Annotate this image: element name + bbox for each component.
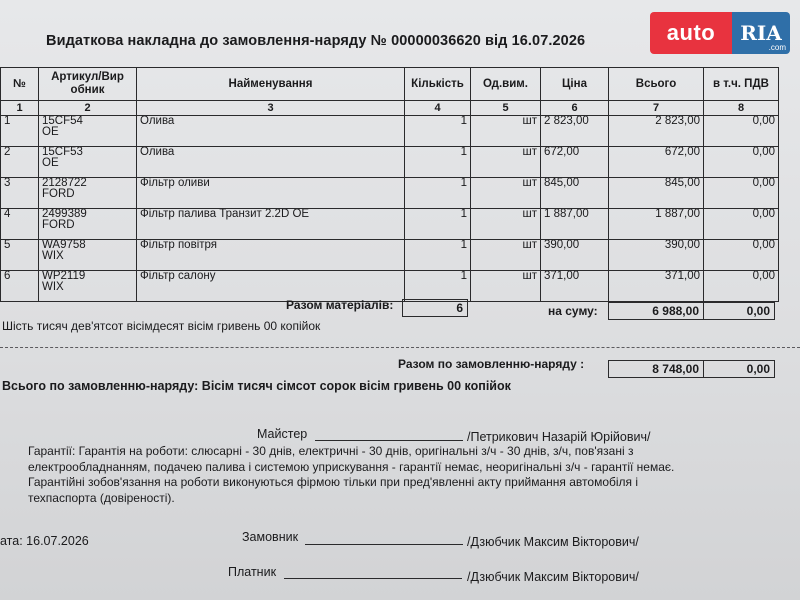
payer-name: /Дзюбчик Максим Вікторович/ [467, 570, 639, 584]
row-number: 5 [1, 240, 39, 271]
article-code: 2499389 [42, 208, 87, 220]
order-total-label: Разом по замовленню-наряду : [398, 357, 585, 371]
payer-signature-line [284, 578, 462, 579]
col-number: 8 [704, 101, 779, 116]
header-unit: Од.вим. [471, 68, 541, 101]
row-qty: 1 [405, 209, 471, 240]
table-row [1, 147, 779, 178]
article-maker: WIX [42, 281, 64, 293]
row-article [39, 147, 137, 178]
sum-in-words: Шість тисяч дев'ятсот вісімдесят вісім гривень 00 копійок [2, 319, 321, 333]
row-vat: 0,00 [704, 209, 779, 240]
row-unit: шт [471, 240, 541, 271]
table-row [1, 271, 779, 302]
row-name: Олива [137, 116, 405, 147]
customer-label: Замовник [242, 530, 299, 544]
row-name: Олива [137, 147, 405, 178]
table-row [1, 116, 779, 147]
row-price: 1 887,00 [541, 209, 609, 240]
customer-signature-line [305, 544, 463, 545]
row-price: 672,00 [541, 147, 609, 178]
row-article [39, 209, 137, 240]
logo-com-text: .com [768, 43, 786, 52]
article-code: 2128722 [42, 177, 87, 189]
row-qty: 1 [405, 116, 471, 147]
row-article [39, 240, 137, 271]
master-label: Майстер [257, 427, 308, 441]
col-number: 6 [541, 101, 609, 116]
table-row [1, 209, 779, 240]
row-article [39, 271, 137, 302]
row-number: 4 [1, 209, 39, 240]
row-number: 3 [1, 178, 39, 209]
row-unit: шт [471, 147, 541, 178]
master-name: /Петрикович Назарій Юрійович/ [467, 430, 651, 444]
row-number: 6 [1, 271, 39, 302]
header-vat: в т.ч. ПДВ [704, 68, 779, 101]
row-vat: 0,00 [704, 116, 779, 147]
article-maker: FORD [42, 219, 75, 231]
row-name: Фільтр палива Транзит 2.2D OE [137, 209, 405, 240]
sum-vat-box: 0,00 [703, 302, 775, 320]
master-signature-line [315, 440, 463, 441]
payer-label: Платник [228, 565, 277, 579]
row-total: 845,00 [609, 178, 704, 209]
article-maker: OE [42, 157, 59, 169]
logo-auto-part: auto [650, 12, 732, 54]
row-price: 390,00 [541, 240, 609, 271]
sum-total-box: 6 988,00 [608, 302, 704, 320]
row-vat: 0,00 [704, 147, 779, 178]
article-code: WP2119 [42, 270, 86, 282]
logo-ria-part [732, 12, 790, 54]
autoria-logo [650, 12, 790, 54]
order-total-box: 8 748,00 [608, 360, 704, 378]
row-unit: шт [471, 271, 541, 302]
customer-name: /Дзюбчик Максим Вікторович/ [467, 535, 639, 549]
row-total: 672,00 [609, 147, 704, 178]
order-vat-box: 0,00 [703, 360, 775, 378]
table-row [1, 178, 779, 209]
sum-label: на суму: [548, 304, 598, 318]
col-number: 3 [137, 101, 405, 116]
materials-qty-box: 6 [402, 299, 468, 317]
article-code: WA9758 [42, 239, 86, 251]
col-number: 4 [405, 101, 471, 116]
row-qty: 1 [405, 271, 471, 302]
row-price: 2 823,00 [541, 116, 609, 147]
items-table [0, 67, 779, 302]
logo-ria-text: RIA [740, 21, 782, 45]
row-qty: 1 [405, 147, 471, 178]
article-code: 15CF54 [42, 115, 83, 127]
col-number: 5 [471, 101, 541, 116]
row-vat: 0,00 [704, 178, 779, 209]
row-unit: шт [471, 209, 541, 240]
row-article [39, 178, 137, 209]
divider [0, 347, 800, 348]
order-total-in-words: Всього по замовленню-наряду: Вісім тисяч сімсот сорок вісім гривень 00 копійок [2, 379, 511, 393]
row-qty: 1 [405, 178, 471, 209]
document-date: ата: 16.07.2026 [0, 534, 89, 548]
row-number: 1 [1, 116, 39, 147]
header-qty: Кількість [405, 68, 471, 101]
column-numbers-row [1, 101, 779, 116]
row-price: 371,00 [541, 271, 609, 302]
row-total: 2 823,00 [609, 116, 704, 147]
row-number: 2 [1, 147, 39, 178]
row-unit: шт [471, 116, 541, 147]
row-unit: шт [471, 178, 541, 209]
guarantee-text: Гарантії: Гарантія на роботи: слюсарні - 30 днів, електричні - 30 днів, оригінальні з/ч - 30 днів, з/ч, пов'язані з електрообладнанням, подачею палива і системою уприскування - гарантії немає, неоригінальні з/ч - гарантії немає. Гарантійні зобов'язання на роботи виконуються фірмою тільки при пред'явленні акту приймання автомобіля і техпаспорта (довіреності). [28, 444, 675, 505]
row-name: Фільтр повітря [137, 240, 405, 271]
row-vat: 0,00 [704, 240, 779, 271]
article-maker: FORD [42, 188, 75, 200]
row-total: 390,00 [609, 240, 704, 271]
col-number: 2 [39, 101, 137, 116]
header-no: № [1, 68, 39, 101]
materials-label: Разом матеріалів: [286, 298, 394, 312]
col-number: 7 [609, 101, 704, 116]
article-code: 15CF53 [42, 146, 83, 158]
table-header-row [1, 68, 779, 101]
row-name: Фільтр оливи [137, 178, 405, 209]
table-row [1, 240, 779, 271]
article-maker: OE [42, 126, 59, 138]
row-total: 371,00 [609, 271, 704, 302]
col-number: 1 [1, 101, 39, 116]
header-name: Найменування [137, 68, 405, 101]
row-qty: 1 [405, 240, 471, 271]
row-article [39, 116, 137, 147]
row-price: 845,00 [541, 178, 609, 209]
header-total: Всього [609, 68, 704, 101]
document-title: Видаткова накладна до замовлення-наряду № 00000036620 від 16.07.2026 [46, 33, 586, 49]
row-name: Фільтр салону [137, 271, 405, 302]
article-maker: WIX [42, 250, 64, 262]
row-vat: 0,00 [704, 271, 779, 302]
header-price: Ціна [541, 68, 609, 101]
header-article: Артикул/Вир обник [39, 68, 137, 101]
row-total: 1 887,00 [609, 209, 704, 240]
